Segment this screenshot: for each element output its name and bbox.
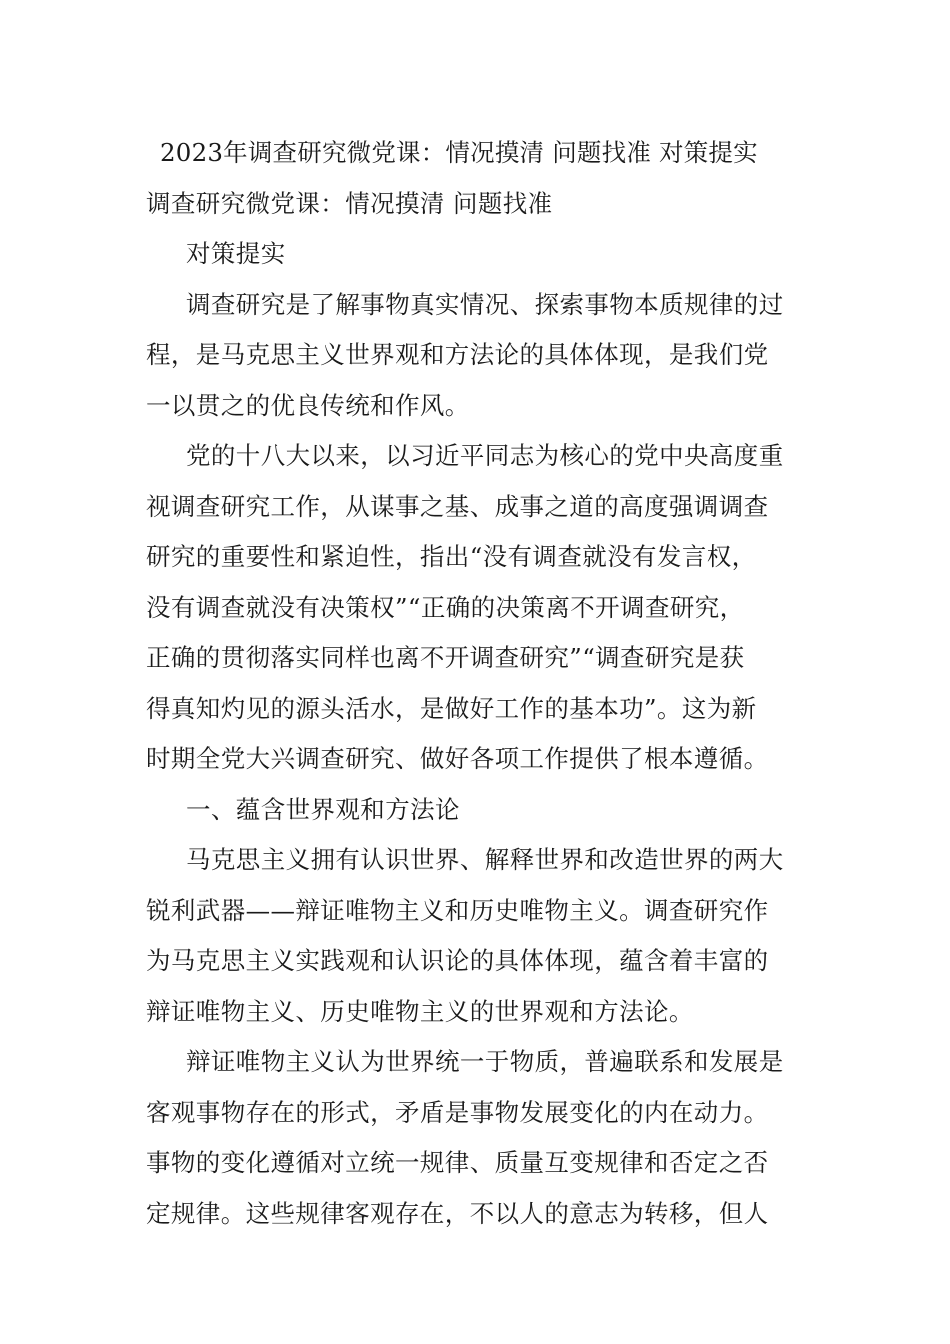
paragraph-line: 马克思主义拥有认识世界、解释世界和改造世界的两大 bbox=[186, 845, 784, 874]
paragraph-line: 视调查研究工作，从谋事之基、成事之道的高度强调调查 bbox=[146, 491, 769, 521]
paragraph-line: 事物的变化遵循对立统一规律、质量互变规律和否定之否 bbox=[146, 1148, 769, 1177]
paragraph-line: 辩证唯物主义认为世界统一于物质，普遍联系和发展是 bbox=[186, 1047, 784, 1076]
paragraph-line: 得真知灼见的源头活水，是做好工作的基本功”。这为新 bbox=[146, 693, 757, 723]
paragraph-line: 调查研究是了解事物真实情况、探索事物本质规律的过 bbox=[186, 289, 784, 319]
paragraph-line: 正确的贯彻落实同样也离不开调查研究”“调查研究是获 bbox=[146, 643, 745, 672]
paragraph-line: 客观事物存在的形式，矛盾是事物发展变化的内在动力。 bbox=[146, 1097, 769, 1127]
section-heading: 一、蕴含世界观和方法论 bbox=[186, 794, 460, 824]
paragraph-line: 定规律。这些规律客观存在，不以人的意志为转移，但人 bbox=[146, 1198, 769, 1228]
paragraph-line: 程，是马克思主义世界观和方法论的具体体现，是我们党 bbox=[146, 340, 769, 369]
paragraph-line: 时期全党大兴调查研究、做好各项工作提供了根本遵循。 bbox=[146, 744, 769, 773]
paragraph-line: 锐利武器——辩证唯物主义和历史唯物主义。调查研究作 bbox=[146, 895, 769, 925]
paragraph-line: 辩证唯物主义、历史唯物主义的世界观和方法论。 bbox=[146, 996, 694, 1026]
paragraph-line: 党的十八大以来，以习近平同志为核心的党中央高度重 bbox=[186, 441, 784, 470]
subtitle-line-continued: 对策提实 bbox=[186, 239, 286, 268]
paragraph-line: 为马克思主义实践观和认识论的具体体现，蕴含着丰富的 bbox=[146, 946, 769, 975]
document-title: 2023年调查研究微党课：情况摸清 问题找准 对策提实 bbox=[160, 138, 758, 167]
document-body bbox=[146, 128, 811, 1239]
paragraph-line: 没有调查就没有决策权”“正确的决策离不开调查研究， bbox=[146, 592, 745, 622]
paragraph-line: 研究的重要性和紧迫性，指出“没有调查就没有发言权， bbox=[146, 542, 757, 571]
paragraph-line: 一以贯之的优良传统和作风。 bbox=[146, 390, 470, 420]
subtitle-line: 调查研究微党课：情况摸清 问题找准 bbox=[146, 188, 553, 218]
